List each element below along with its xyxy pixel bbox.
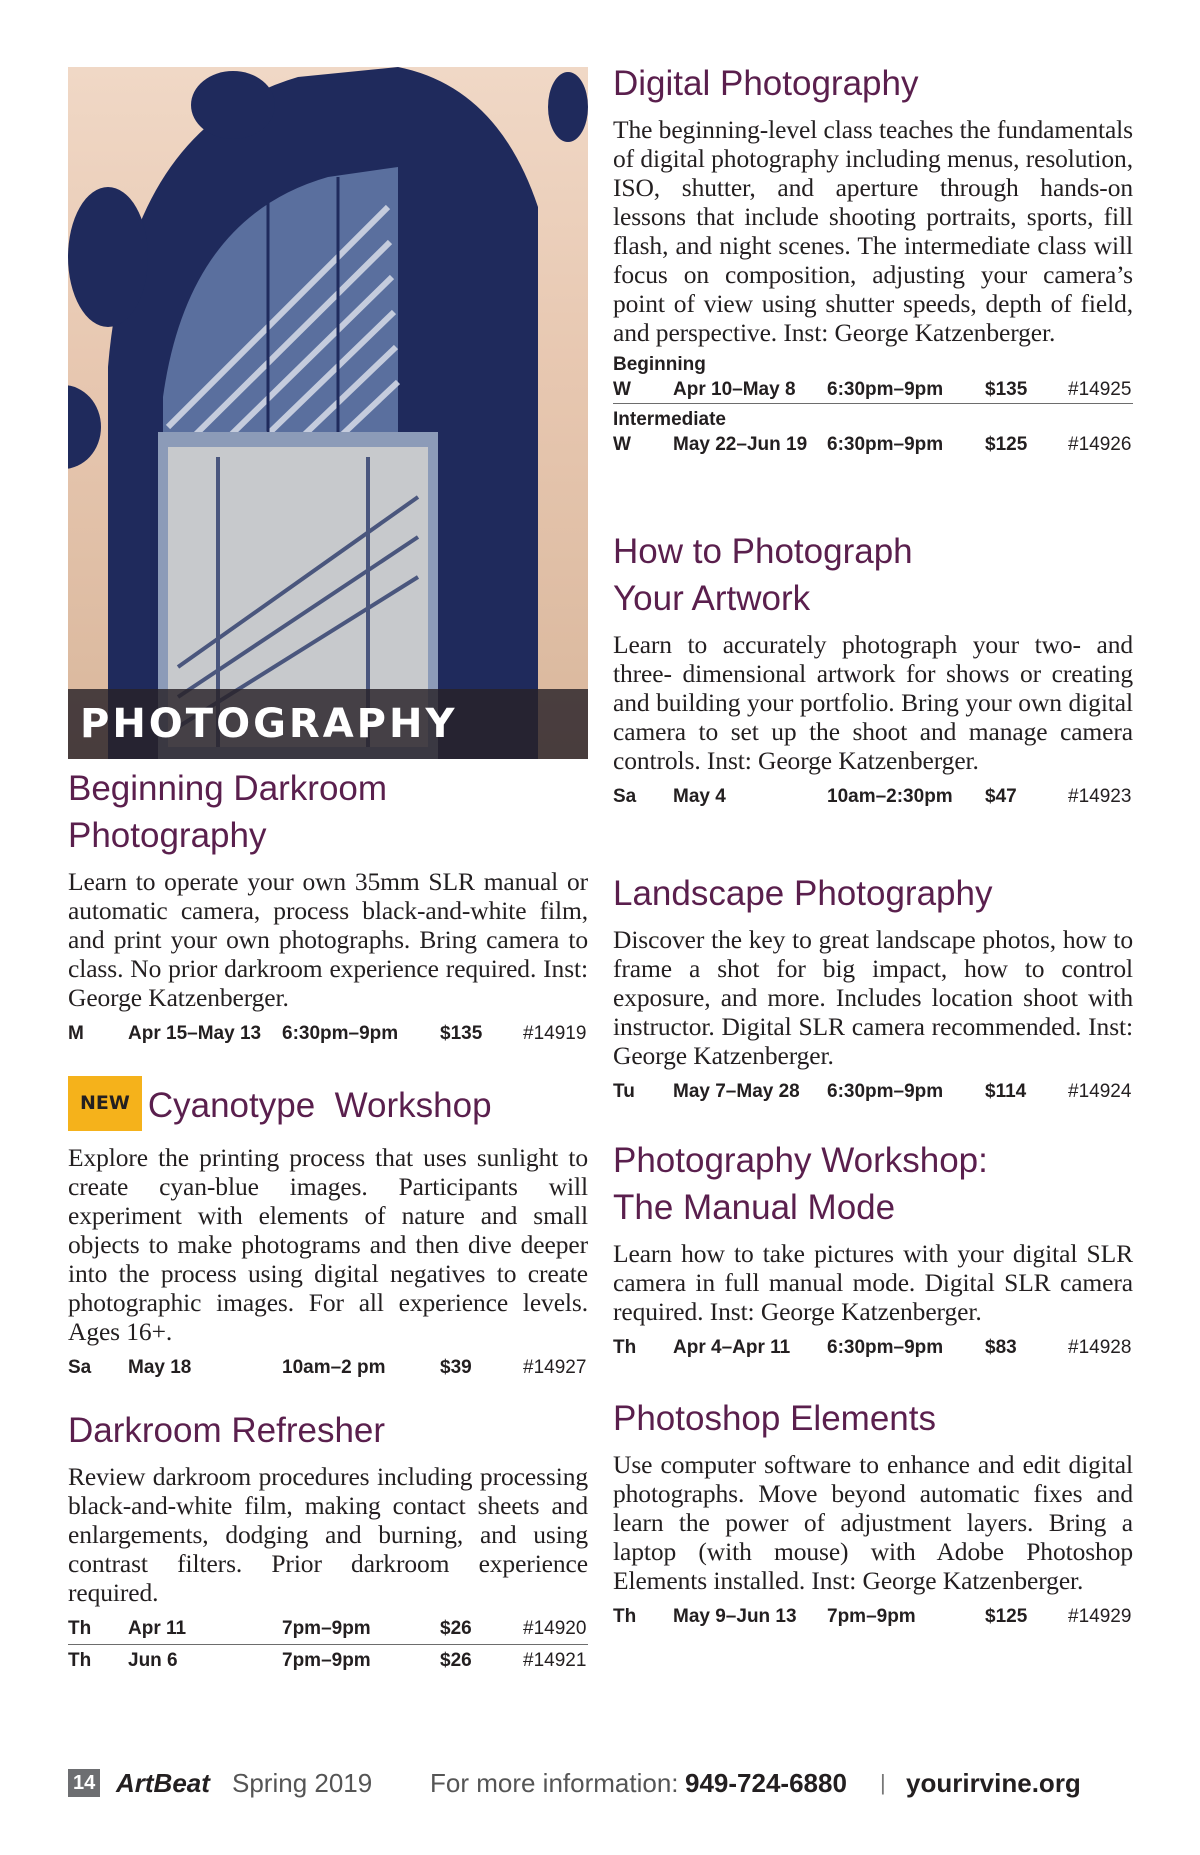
course-description: Learn how to take pictures with your digital SLR camera in full manual mode. Digital SLR camera required. Inst: George Katzenberger. <box>613 1239 1133 1326</box>
schedule-row: Sa May 4 10am–2:30pm $47 #14923 <box>613 786 1132 807</box>
course-photoshop-elements <box>613 1395 1133 1632</box>
schedule-row: Th Jun 6 7pm–9pm $26 #14921 <box>68 1650 587 1671</box>
page-number: 14 <box>68 1769 100 1797</box>
schedule-table <box>68 1613 588 1676</box>
schedule-table <box>613 1601 1133 1632</box>
course-description: Learn to operate your own 35mm SLR manual or automatic camera, process black-and-white film, and print your own photographs. Bring camera to class. No prior darkroom experience required. Inst: George Katzenberger. <box>68 867 588 1012</box>
course-title: Photography Workshop: The Manual Mode <box>613 1141 988 1227</box>
course-darkroom-refresher <box>68 1407 588 1676</box>
schedule-row: M Apr 15–May 13 6:30pm–9pm $135 #14919 <box>68 1023 587 1044</box>
course-landscape-photography <box>613 870 1133 1107</box>
new-badge: NEW <box>68 1076 142 1131</box>
info-label: For more information: <box>430 1768 679 1798</box>
section-title: PHOTOGRAPHY <box>80 701 458 747</box>
course-manual-mode <box>613 1137 1133 1363</box>
schedule-table <box>68 1352 588 1383</box>
level-label: Beginning <box>613 354 706 375</box>
page-footer <box>68 1766 1138 1800</box>
schedule-row: Th May 9–Jun 13 7pm–9pm $125 #14929 <box>613 1606 1132 1627</box>
course-title: Landscape Photography <box>613 874 993 913</box>
course-description: Learn to accurately photograph your two- and three- dimensional artwork for shows or creating and building your portfolio. Bring your own digital camera to set up the shoot and manage camera controls. Inst: George Katzenberger. <box>613 630 1133 775</box>
course-title: Beginning Darkroom Photography <box>68 769 388 855</box>
schedule-row: Th Apr 4–Apr 11 6:30pm–9pm $83 #14928 <box>613 1337 1132 1358</box>
schedule-row: Th Apr 11 7pm–9pm $26 #14920 <box>68 1613 588 1645</box>
schedule-table <box>613 353 1133 458</box>
course-photograph-artwork <box>613 528 1133 812</box>
course-description: The beginning-level class teaches the fundamentals of digital photography including menus, resolution, ISO, shutter, and aperture through hands-on lessons that include shooting portraits, sports, fill flash, and night scenes. The intermediate class will focus on composition, adjusting your camera’s point of view using shutter speeds, depth of field, and perspective. Inst: George Katzenberger. <box>613 115 1133 347</box>
schedule-table <box>613 781 1133 812</box>
course-description: Use computer software to enhance and edit digital photographs. Move beyond automatic fixes and learn the power of adjustment layers. Bring a laptop (with mouse) with Adobe Photoshop Elements installed. Inst: George Katzenberger. <box>613 1450 1133 1595</box>
schedule-table <box>613 1332 1133 1363</box>
website-link[interactable]: yourirvine.org <box>906 1768 1081 1798</box>
hero-image <box>68 67 588 759</box>
schedule-row: Tu May 7–May 28 6:30pm–9pm $114 #14924 <box>613 1081 1132 1102</box>
section-banner <box>68 689 588 759</box>
cyanotype-artwork <box>68 67 588 759</box>
course-description: Discover the key to great landscape photos, how to frame a shot for big impact, how to control exposure, and more. Includes location shoot with instructor. Digital SLR camera recommended. Inst: George Katzenberger. <box>613 925 1133 1070</box>
course-description: Review darkroom procedures including processing black-and-white film, making contact sheets and enlargements, dodging and burning, and using contrast filters. Prior darkroom experience required. <box>68 1462 588 1607</box>
phone-number: 949-724-6880 <box>685 1768 847 1798</box>
publication-name: ArtBeat <box>116 1768 210 1798</box>
level-label: Intermediate <box>613 409 726 430</box>
schedule-table <box>68 1018 588 1049</box>
course-beginning-darkroom <box>68 765 588 1049</box>
course-title: Photoshop Elements <box>613 1399 936 1438</box>
schedule-table <box>613 1076 1133 1107</box>
season-label: Spring 2019 <box>232 1768 373 1798</box>
course-title: NEW Cyanotype Workshop <box>68 1080 588 1135</box>
course-description: Explore the printing process that uses sunlight to create cyan-blue images. Participants will experiment with elements of nature and small objects to make photograms and then dive deeper into the process using digital negatives to create photographic images. For all experience levels. Ages 16+. <box>68 1143 588 1346</box>
course-title: Digital Photography <box>613 64 919 103</box>
schedule-row: W May 22–Jun 19 6:30pm–9pm $125 #14926 <box>613 434 1132 455</box>
course-cyanotype-workshop <box>68 1080 588 1383</box>
schedule-row: W Apr 10–May 8 6:30pm–9pm $135 #14925 <box>613 377 1133 404</box>
schedule-row: Sa May 18 10am–2 pm $39 #14927 <box>68 1357 587 1378</box>
footer-separator: | <box>880 1770 886 1795</box>
course-title: Darkroom Refresher <box>68 1411 386 1450</box>
course-title: How to Photograph Your Artwork <box>613 532 913 618</box>
course-digital-photography <box>613 60 1133 458</box>
